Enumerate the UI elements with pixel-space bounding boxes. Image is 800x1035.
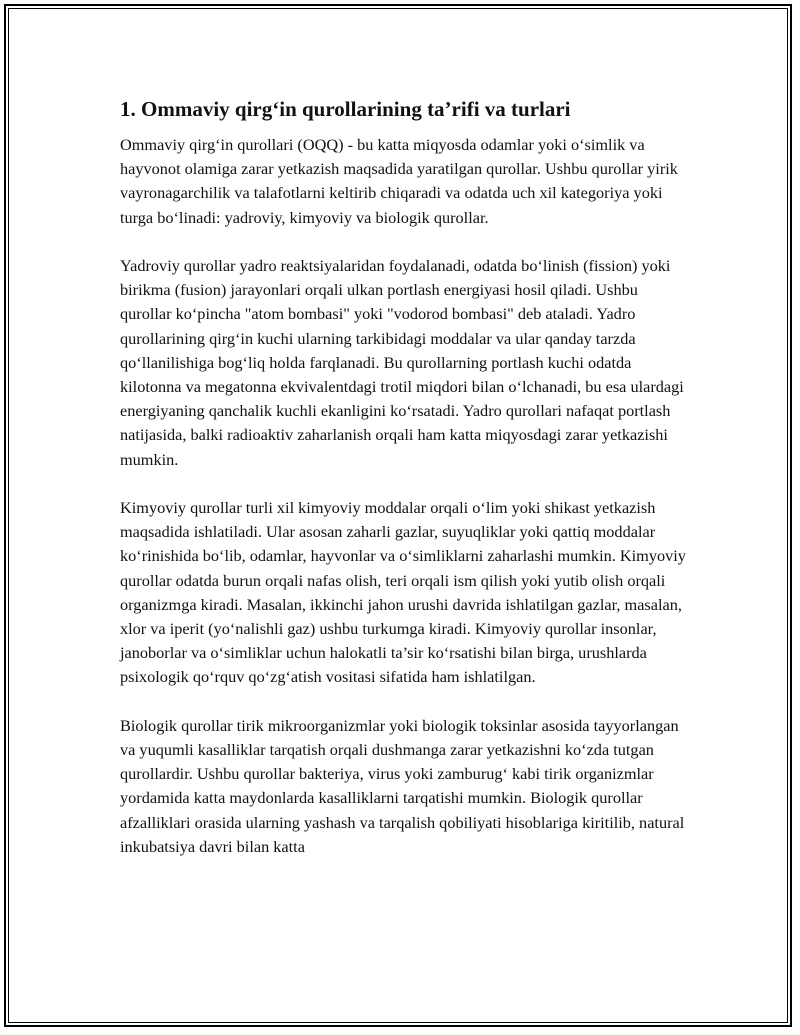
document-body bbox=[120, 96, 690, 883]
paragraph-chemical: Kimyoviy qurollar turli xil kimyoviy moddalar orqali o‘lim yoki shikast yetkazish maqsadida ishlatiladi. Ular asosan zaharli gazlar, suyuqliklar yoki qattiq moddalar ko‘rinishida bo‘lib, odamlar, hayvonlar va o‘simliklarni zaharlashi mumkin. Kimyoviy qurollar odatda burun orqali nafas olish, teri orqali ism qilish yoki yutib olish orqali organizmga kiradi. Masalan, ikkinchi jahon urushi davrida ishlatilgan gazlar, masalan, xlor va iperit (yo‘nalishli gaz) ushbu turkumga kiradi. Kimyoviy qurollar insonlar, janoborlar va o‘simliklar uchun halokatli ta’sir ko‘rsatishi bilan birga, urushlarda psixologik qo‘rquv qo‘zg‘atish vositasi sifatida ham ishlatilgan. bbox=[120, 498, 686, 687]
document-page bbox=[4, 4, 792, 1027]
paragraph-biological: Biologik qurollar tirik mikroorganizmlar yoki biologik toksinlar asosida tayyorlangan va yuqumli kasalliklar tarqatish orqali dushmanga zarar yetkazishni ko‘zda tutgan qurollardir. Ushbu qurollar bakteriya, virus yoki zamburug‘ kabi tirik organizmlar yordamida katta maydonlarda kasalliklarni tarqatishi mumkin. Biologik qurollar afzalliklari orasida ularning yashash va tarqalish qobiliyati hisoblariga kiritilib, natural inkubatsiya davri bilan katta bbox=[120, 715, 685, 856]
section-heading: 1. Ommaviy qirg‘in qurollarining ta’rifi va turlari bbox=[120, 97, 571, 121]
paragraph-nuclear: Yadroviy qurollar yadro reaktsiyalaridan foydalanadi, odatda bo‘linish (fission) yoki birikma (fusion) jarayonlari orqali ulkan portlash energiyasi hosil qiladi. Ushbu qurollar ko‘pincha "atom bombasi" yoki "vodorod bombasi" deb ataladi. Yadro qurollarining qirg‘in kuchi ularning tarkibidagi moddalar va ular qanday tarzda qo‘llanilishiga bog‘liq holda farqlanadi. Bu qurollarning portlash kuchi odatda kilotonna va megatonna ekvivalentdagi trotil miqdori bilan o‘lchanadi, bu esa ulardagi energiyaning qanchalik kuchli ekanligini ko‘rsatadi. Yadro qurollari nafaqat portlash natijasida, balki radioaktiv zaharlanish orqali ham katta miqyosdagi zarar yetkazishi mumkin. bbox=[120, 256, 684, 469]
paragraph-intro: Ommaviy qirg‘in qurollari (OQQ) - bu katta miqyosda odamlar yoki o‘simlik va hayvonot olamiga zarar yetkazish maqsadida yaratilgan qurollar. Ushbu qurollar yirik vayronagarchilik va talafotlarni keltirib chiqaradi va odatda uch xil kategoriya yoki turga bo‘linadi: yadroviy, kimyoviy va biologik qurollar. bbox=[120, 135, 678, 227]
